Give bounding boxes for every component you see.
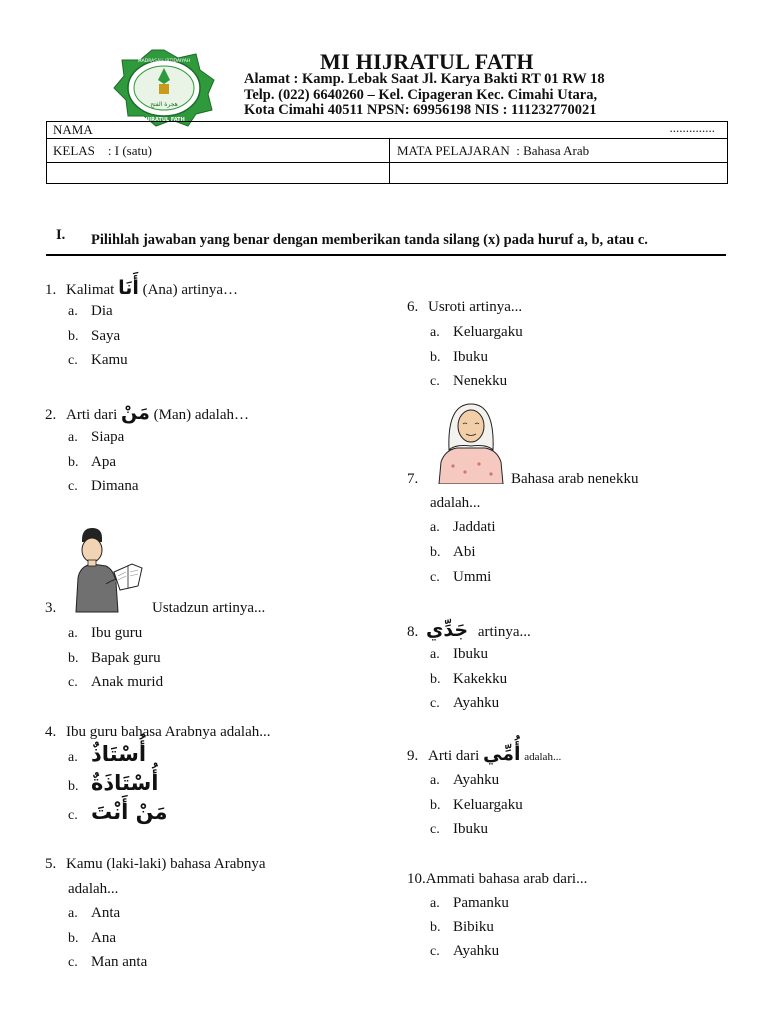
option-text: أُسْتَاذَةٌ	[91, 771, 159, 795]
option-text: Ayahku	[453, 943, 500, 959]
option-text: أُسْتَاذٌ	[91, 742, 147, 766]
option-letter: c.	[68, 808, 78, 823]
question-text: (Ana) artinya…	[142, 282, 238, 298]
q2-option-c[interactable]	[68, 478, 138, 495]
question-7-line-1: Bahasa arab nenekku	[511, 471, 639, 487]
option-text: Ibu guru	[91, 625, 143, 641]
option-text: Ibuku	[453, 646, 488, 662]
arabic-word: جَدِّي	[426, 619, 469, 641]
logo-top-text: MADRASAH IBTIDAIYAH	[137, 59, 191, 64]
q10-option-c[interactable]	[430, 943, 499, 960]
option-text: Ayahku	[453, 772, 500, 788]
question-text: Kamu (laki-laki) bahasa Arabnya	[66, 856, 266, 872]
q3-option-a[interactable]	[68, 625, 142, 642]
student-info-table	[46, 121, 728, 184]
question-number: 6.	[407, 299, 419, 315]
q5-option-c[interactable]	[68, 954, 147, 971]
option-text: Anta	[91, 905, 121, 921]
question-text: Ibu guru bahasa Arabnya adalah...	[66, 724, 271, 740]
school-logo	[112, 48, 216, 128]
option-text: Ummi	[453, 569, 492, 585]
arabic-word: أُمِّي	[482, 743, 521, 765]
q9-option-c[interactable]	[430, 821, 488, 838]
option-letter: a.	[430, 325, 440, 340]
q4-option-c[interactable]	[68, 800, 168, 824]
q4-option-a[interactable]	[68, 742, 146, 766]
q5-option-b[interactable]	[68, 930, 116, 947]
option-letter: c.	[430, 374, 440, 389]
option-text: Dimana	[91, 478, 139, 494]
instruction-text: Pilihlah jawaban yang benar dengan memberikan tanda silang (x) pada huruf a, b, atau c.	[91, 232, 648, 248]
section-number: I.	[56, 227, 66, 243]
q2-option-b[interactable]	[68, 454, 116, 471]
option-text: Apa	[91, 454, 116, 470]
teacher-illustration	[66, 526, 148, 614]
question-1	[45, 277, 238, 299]
question-number: 5.	[45, 856, 57, 872]
option-letter: b.	[430, 798, 441, 813]
option-letter: c.	[68, 479, 78, 494]
instruction-divider	[46, 254, 726, 256]
q1-option-b[interactable]	[68, 328, 120, 345]
q10-option-b[interactable]	[430, 919, 494, 936]
option-text: Ana	[91, 930, 116, 946]
q8-option-a[interactable]	[430, 646, 488, 663]
question-text: Arti dari	[66, 407, 118, 423]
question-2	[45, 402, 249, 424]
q7-option-a[interactable]	[430, 519, 496, 536]
q7-option-c[interactable]	[430, 569, 491, 586]
option-letter: a.	[68, 430, 78, 445]
option-letter: c.	[430, 570, 440, 585]
q6-option-a[interactable]	[430, 324, 523, 341]
option-letter: b.	[68, 651, 79, 666]
option-text: Dia	[91, 303, 113, 319]
question-text: adalah...	[524, 751, 562, 763]
option-letter: c.	[68, 353, 78, 368]
option-text: Pamanku	[453, 895, 509, 911]
option-text: Kakekku	[453, 671, 508, 687]
mapel-cell	[390, 138, 727, 162]
q8-option-c[interactable]	[430, 695, 499, 712]
question-text: Arti dari	[428, 748, 480, 764]
grandmother-illustration	[435, 400, 507, 484]
option-letter: b.	[68, 455, 79, 470]
question-9	[407, 743, 561, 765]
address-line-1: Alamat : Kamp. Lebak Saat Jl. Karya Bakti RT 01 RW 18	[244, 71, 605, 87]
question-number: 2.	[45, 407, 57, 423]
option-text: مَنْ أَنْتَ	[91, 800, 168, 824]
arabic-word: مَنْ	[120, 402, 150, 424]
nama-dots: ..............	[669, 120, 715, 135]
question-text: artinya...	[477, 624, 531, 640]
question-text: Ammati bahasa arab dari...	[425, 871, 588, 887]
option-text: Keluargaku	[453, 797, 523, 813]
question-number: 8.	[407, 624, 419, 640]
kelas-text: KELAS : I (satu)	[53, 143, 152, 158]
option-letter: b.	[430, 350, 441, 365]
question-3	[45, 600, 56, 617]
q6-option-c[interactable]	[430, 373, 507, 390]
q3-option-c[interactable]	[68, 674, 163, 691]
q1-option-a[interactable]	[68, 303, 113, 320]
option-text: Saya	[91, 328, 121, 344]
option-text: Siapa	[91, 429, 125, 445]
option-text: Bibiku	[453, 919, 494, 935]
option-letter: a.	[68, 906, 78, 921]
option-letter: b.	[430, 920, 441, 935]
logo-arabic-text: هجرة الفتح	[150, 101, 178, 108]
option-letter: a.	[430, 520, 440, 535]
kelas-cell	[47, 138, 390, 162]
option-text: Man anta	[91, 954, 148, 970]
option-letter: a.	[68, 750, 78, 765]
question-number: 10.	[407, 871, 426, 887]
option-letter: c.	[68, 955, 78, 970]
q8-option-b[interactable]	[430, 671, 507, 688]
option-text: Anak murid	[91, 674, 164, 690]
option-letter: c.	[430, 696, 440, 711]
q2-option-a[interactable]	[68, 429, 124, 446]
address-line-3: Kota Cimahi 40511 NPSN: 69956198 NIS : 111232770021	[244, 102, 597, 118]
question-4	[45, 724, 271, 741]
empty-cell-left[interactable]	[47, 162, 390, 183]
logo-bottom-text: HIJRATUL FATH	[143, 117, 185, 123]
q9-option-a[interactable]	[430, 772, 499, 789]
q6-option-b[interactable]	[430, 349, 488, 366]
option-text: Abi	[453, 544, 476, 560]
option-letter: a.	[430, 647, 440, 662]
question-number: 3.	[45, 600, 57, 616]
question-number: 4.	[45, 724, 57, 740]
option-letter: b.	[68, 931, 79, 946]
question-number: 7.	[407, 471, 419, 487]
option-letter: c.	[430, 944, 440, 959]
option-text: Nenekku	[453, 373, 508, 389]
option-text: Jaddati	[453, 519, 496, 535]
question-8	[407, 619, 531, 641]
option-letter: a.	[430, 773, 440, 788]
question-7-line-2: adalah...	[430, 495, 481, 511]
option-letter: c.	[68, 675, 78, 690]
question-text: Kalimat	[66, 282, 115, 298]
mapel-text: MATA PELAJARAN : Bahasa Arab	[397, 143, 590, 158]
q3-option-b[interactable]	[68, 650, 161, 667]
address-line-2: Telp. (022) 6640260 – Kel. Cipageran Kec. Cimahi Utara,	[244, 87, 598, 103]
question-text: (Man) adalah…	[153, 407, 249, 423]
question-10	[407, 871, 587, 888]
question-6	[407, 299, 522, 316]
option-letter: b.	[68, 779, 79, 794]
option-letter: a.	[68, 626, 78, 641]
question-3-text: Ustadzun artinya...	[152, 600, 266, 616]
nama-label: NAMA	[53, 122, 93, 137]
option-text: Ibuku	[453, 821, 488, 837]
q7-option-b[interactable]	[430, 544, 476, 561]
question-number: 1.	[45, 282, 57, 298]
option-letter: b.	[430, 545, 441, 560]
school-name: MI HIJRATUL FATH	[320, 49, 534, 74]
option-text: Keluargaku	[453, 324, 523, 340]
question-number: 9.	[407, 748, 419, 764]
q5-option-a[interactable]	[68, 905, 120, 922]
question-7	[407, 471, 418, 488]
option-letter: b.	[68, 329, 79, 344]
option-letter: a.	[430, 896, 440, 911]
q1-option-c[interactable]	[68, 352, 128, 369]
q4-option-b[interactable]	[68, 771, 158, 795]
option-text: Ayahku	[453, 695, 500, 711]
arabic-word: أَنَا	[118, 277, 139, 299]
question-5	[45, 856, 266, 873]
option-letter: a.	[68, 304, 78, 319]
nama-cell[interactable]	[47, 122, 727, 138]
empty-cell-right[interactable]	[390, 162, 727, 183]
option-text: Kamu	[91, 352, 128, 368]
option-text: Ibuku	[453, 349, 488, 365]
option-letter: c.	[430, 822, 440, 837]
option-letter: b.	[430, 672, 441, 687]
question-text: Usroti artinya...	[428, 299, 523, 315]
option-text: Bapak guru	[91, 650, 161, 666]
q9-option-b[interactable]	[430, 797, 523, 814]
q10-option-a[interactable]	[430, 895, 509, 912]
question-5-line-2: adalah...	[68, 881, 119, 897]
